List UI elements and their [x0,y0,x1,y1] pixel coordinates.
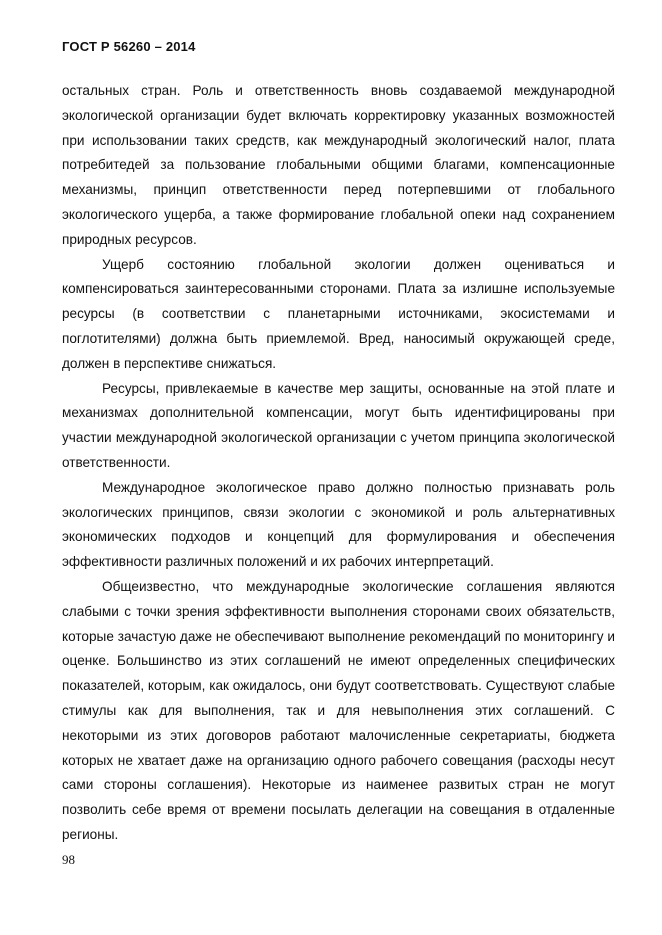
paragraph: Международное экологическое право должно полностью признавать роль экологических принципов, связи экологии с экономикой и роль альтернативных экономических подходов и концепций для формулирования и обеспечения эффективности различных положений и их рабочих интерпретаций. [62,479,615,570]
paragraph: Ущерб состоянию глобальной экологии должен оцениваться и компенсироваться заинтересованными сторонами. Плата за излишне используемые ресурсы (в соответствии с планетарными источниками, экосистемами и поглотителями) должна быть приемлемой. Вред, наносимый окружающей среде, должен в перспективе снижаться. [62,256,615,371]
document-header: ГОСТ Р 56260 – 2014 [62,39,196,54]
paragraph-continuation: остальных стран. Роль и ответственность вновь создаваемой международной экологической организации будет включать корректировку указанных возможностей при использовании таких средств, как международный экологический налог, плата потребитедей за пользование глобальными общими благами, компенсационные механизмы, принцип ответственности перед потерпевшими от глобального экологического ущерба, а также формирование глобальной опеки над сохранением природных ресурсов. [62,83,615,247]
page-number: 98 [62,852,75,867]
paragraph: Ресурсы, привлекаемые в качестве мер защиты, основанные на этой плате и механизмах дополнительной компенсации, могут быть идентифицированы при участии международной экологической организации с учетом принципа экологической ответственности. [62,380,615,470]
body-text [62,79,615,848]
paragraph: Общеизвестно, что международные экологические соглашения являются слабыми с точки зрения эффективности выполнения сторонами своих обязательств, которые зачастую даже не обеспечивают выполнение рекомендаций по мониторингу и оценке. Большинство из этих соглашений не имеют определенных специфических показателей, которым, как ожидалось, они будут соответствовать. Существуют слабые стимулы как для выполнения, так и для невыполнения этих соглашений. С некоторыми из этих договоров работают малочисленные секретариаты, бюджета которых не хватает даже на организацию одного рабочего совещания (расходы несут сами стороны соглашения). Некоторые из наименее развитых стран не могут позволить себе время от времени посылать делегации на совещания в отдаленные регионы. [62,578,615,842]
